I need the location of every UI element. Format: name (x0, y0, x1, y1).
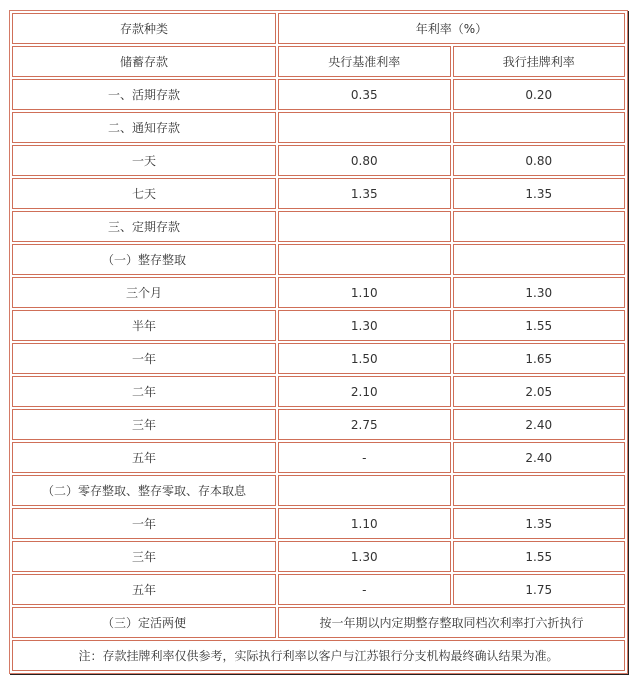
table-row (12, 145, 625, 176)
table-row (12, 574, 625, 605)
deposit-rate-table-container (9, 10, 628, 674)
row-label: 一天 (12, 145, 276, 176)
row-label: 一年 (12, 508, 276, 539)
central-rate-cell (278, 244, 451, 275)
subheader-savings: 储蓄存款 (12, 46, 276, 77)
row-label: 二年 (12, 376, 276, 407)
table-row (12, 409, 625, 440)
table-row (12, 277, 625, 308)
bank-rate-cell (453, 244, 626, 275)
central-rate-cell: 0.80 (278, 145, 451, 176)
bank-rate-cell: 2.05 (453, 376, 626, 407)
table-row (12, 442, 625, 473)
table-row (12, 211, 625, 242)
bank-rate-cell (453, 475, 626, 506)
row-label: 七天 (12, 178, 276, 209)
subheader-bank-rate: 我行挂牌利率 (453, 46, 626, 77)
central-rate-cell: 2.75 (278, 409, 451, 440)
header-annual-rate: 年利率（%） (278, 13, 625, 44)
row-label: 半年 (12, 310, 276, 341)
central-rate-cell: 0.35 (278, 79, 451, 110)
flexible-label: （三）定活两便 (12, 607, 276, 638)
central-rate-cell: 2.10 (278, 376, 451, 407)
row-label: 三个月 (12, 277, 276, 308)
row-label: 三、定期存款 (12, 211, 276, 242)
table-row (12, 310, 625, 341)
note: 注：存款挂牌利率仅供参考，实际执行利率以客户与江苏银行分支机构最终确认结果为准。 (12, 640, 625, 671)
central-rate-cell: - (278, 574, 451, 605)
row-label: 三年 (12, 409, 276, 440)
table-row (12, 376, 625, 407)
bank-rate-cell: 1.35 (453, 508, 626, 539)
bank-rate-cell: 1.30 (453, 277, 626, 308)
table-row (12, 178, 625, 209)
bank-rate-cell: 1.65 (453, 343, 626, 374)
central-rate-cell: 1.10 (278, 508, 451, 539)
central-rate-cell (278, 112, 451, 143)
row-label: 五年 (12, 574, 276, 605)
bank-rate-cell: 0.20 (453, 79, 626, 110)
row-label: 三年 (12, 541, 276, 572)
bank-rate-cell: 1.55 (453, 310, 626, 341)
bank-rate-cell: 0.80 (453, 145, 626, 176)
bank-rate-cell: 2.40 (453, 409, 626, 440)
row-label: 一、活期存款 (12, 79, 276, 110)
central-rate-cell (278, 475, 451, 506)
bank-rate-cell: 1.75 (453, 574, 626, 605)
row-label: （一）整存整取 (12, 244, 276, 275)
note-row (12, 640, 625, 671)
flexible-row (12, 607, 625, 638)
header-row (12, 13, 625, 44)
row-label: 一年 (12, 343, 276, 374)
table-row (12, 79, 625, 110)
table-row (12, 112, 625, 143)
table-row (12, 244, 625, 275)
row-label: 二、通知存款 (12, 112, 276, 143)
bank-rate-cell: 1.55 (453, 541, 626, 572)
central-rate-cell: 1.10 (278, 277, 451, 308)
table-row (12, 475, 625, 506)
central-rate-cell (278, 211, 451, 242)
central-rate-cell: 1.50 (278, 343, 451, 374)
subheader-central-rate: 央行基准利率 (278, 46, 451, 77)
bank-rate-cell (453, 112, 626, 143)
deposit-rate-table (9, 10, 628, 674)
table-row (12, 343, 625, 374)
table-row (12, 508, 625, 539)
header-deposit-type: 存款种类 (12, 13, 276, 44)
bank-rate-cell: 2.40 (453, 442, 626, 473)
central-rate-cell: 1.30 (278, 541, 451, 572)
bank-rate-cell: 1.35 (453, 178, 626, 209)
subheader-row (12, 46, 625, 77)
central-rate-cell: 1.35 (278, 178, 451, 209)
central-rate-cell: - (278, 442, 451, 473)
table-row (12, 541, 625, 572)
bank-rate-cell (453, 211, 626, 242)
row-label: （二）零存整取、整存零取、存本取息 (12, 475, 276, 506)
central-rate-cell: 1.30 (278, 310, 451, 341)
flexible-rule: 按一年期以内定期整存整取同档次利率打六折执行 (278, 607, 625, 638)
row-label: 五年 (12, 442, 276, 473)
